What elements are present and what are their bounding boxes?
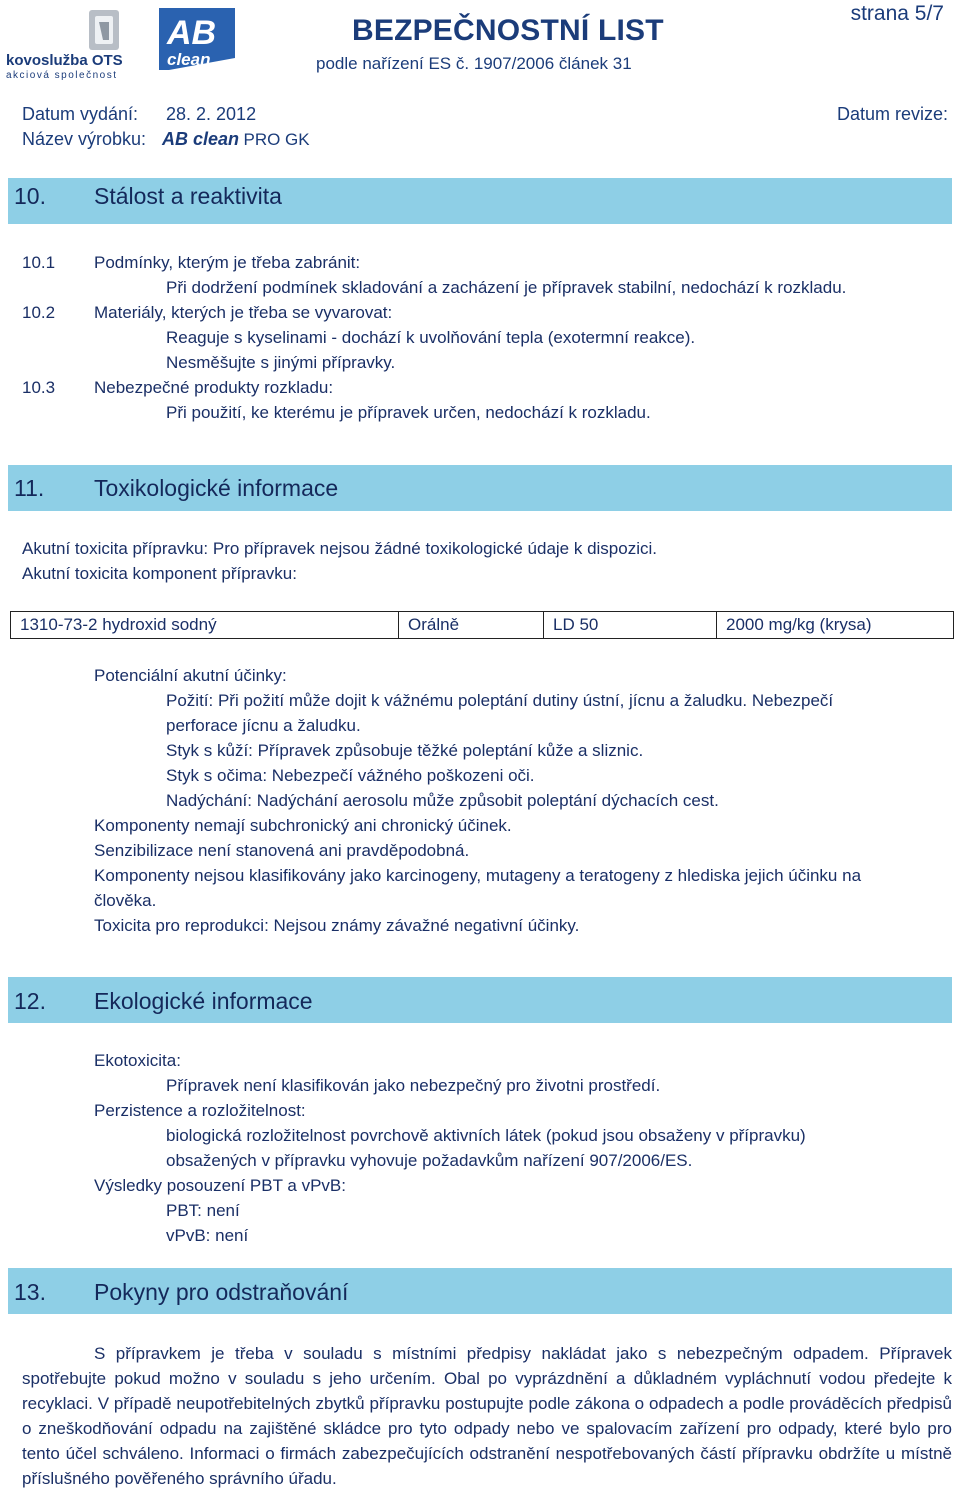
effect-line: Styk s očima: Nebezpečí vážného poškozeni oči. — [166, 766, 535, 785]
pbt-value: PBT: není — [166, 1201, 240, 1220]
disposal-text: S přípravkem je třeba v souladu s místními předpisy nakládat jako s nebezpečným odpadem. Přípravek spotřebujte pokud možno v souladu s jeho určením. Obal po vyprázdnění a důkladném vypláchnutí vodou předejte k recyklaci. V případě neupotřebitelných zbytků přípravku postupujte podle zákona o odpadech a podle prováděcích předpisů o zneškodňování odpadu na zajištěné skládce pro tyto odpady nebo ve spalovacím zařízení pro odpady, které bylo pro tento účel schváleno. Informaci o firmách zabezpečujících odstranění nespotřebovaných částí přípravku obdržíte u místně příslušného pověřeného správního úřadu. — [22, 1344, 952, 1488]
vpvb-value: vPvB: není — [166, 1226, 249, 1245]
item-10-2-heading: Materiály, kterých je třeba se vyvarovat: — [94, 303, 393, 322]
company-tagline: akciová společnost — [6, 70, 118, 80]
company-logo — [5, 6, 137, 80]
persistence-text: obsažených v přípravku vyhovuje požadavkům nařízení 907/2006/ES. — [166, 1151, 693, 1170]
persistence-text: biologická rozložitelnost povrchově aktivních látek (pokud jsou obsaženy v přípravku) — [166, 1126, 806, 1145]
issue-date-label: Datum vydání: — [22, 104, 139, 124]
table-cell-test: LD 50 — [544, 612, 717, 638]
pbt-heading: Výsledky posouzení PBT a vPvB: — [94, 1176, 346, 1195]
effect-line: Požití: Při požití může dojit k vážnému poleptání dutiny ústní, jícnu a žaludku. Nebezpečí — [166, 691, 834, 710]
effect-line: Nadýchání: Nadýchání aerosolu může způsobit poleptání dýchacích cest. — [166, 791, 719, 810]
item-10-1-number: 10.1 — [22, 253, 56, 272]
item-10-3-number: 10.3 — [22, 378, 56, 397]
effect-line: Styk s kůží: Přípravek způsobuje těžké poleptání kůže a sliznic. — [166, 741, 644, 760]
table-cell-route: Orálně — [399, 612, 544, 638]
item-10-1-text: Při dodržení podmínek skladování a zacházení je přípravek stabilní, nedochází k rozkladu. — [166, 278, 847, 297]
section-11-number: 11. — [14, 475, 45, 501]
ecotoxicity-heading: Ekotoxicita: — [94, 1051, 181, 1070]
table-cell-substance: 1310-73-2 hydroxid sodný — [11, 612, 399, 638]
section-10-title: Stálost a reaktivita — [94, 183, 282, 209]
document-title: BEZPEČNOSTNÍ LIST — [352, 14, 664, 47]
page-number: strana 5/7 — [850, 2, 944, 25]
revision-date-label: Datum revize: — [836, 104, 948, 124]
section-13-title: Pokyny pro odstraňování — [94, 1279, 349, 1305]
section-13-number: 13. — [14, 1279, 46, 1305]
table-cell-value: 2000 mg/kg (krysa) — [726, 615, 872, 634]
item-10-2-text: Reaguje s kyselinami - dochází k uvolňování tepla (exotermní reakce). — [166, 328, 696, 347]
brand-logo-top: AB — [167, 14, 217, 52]
product-name — [162, 129, 310, 150]
item-10-2-number: 10.2 — [22, 303, 56, 322]
toxicity-note: Toxicita pro reprodukci: Nejsou známy závažné negativní účinky. — [94, 916, 580, 935]
item-10-3-heading: Nebezpečné produkty rozkladu: — [94, 378, 334, 397]
effect-line: perforace jícnu a žaludku. — [166, 716, 361, 735]
toxicity-note: člověka. — [94, 891, 157, 910]
section-11-title: Toxikologické informace — [94, 475, 339, 501]
product-name-label: Název výrobku: — [22, 129, 147, 149]
acute-toxicity-components: Akutní toxicita komponent přípravku: — [22, 564, 297, 583]
product-brand: AB clean — [162, 129, 240, 149]
effects-heading: Potenciální akutní účinky: — [94, 666, 287, 685]
section-10-number: 10. — [14, 183, 46, 209]
document-subtitle: podle nařízení ES č. 1907/2006 článek 31 — [316, 54, 632, 73]
item-10-1-heading: Podmínky, kterým je třeba zabránit: — [94, 253, 361, 272]
toxicity-note: Komponenty nemají subchronický ani chronický účinek. — [94, 816, 512, 835]
product-variant: PRO GK — [243, 130, 310, 149]
toxicity-table — [10, 611, 954, 639]
ecotoxicity-text: Přípravek není klasifikován jako nebezpečný pro životni prostředí. — [166, 1076, 661, 1095]
issue-date-value: 28. 2. 2012 — [166, 104, 257, 124]
toxicity-note: Komponenty nejsou klasifikovány jako karcinogeny, mutageny a teratogeny z hlediska jejich účinku na — [94, 866, 862, 885]
section-12-number: 12. — [14, 988, 46, 1014]
brand-logo-bottom: clean — [167, 50, 211, 69]
toxicity-note: Senzibilizace není stanovená ani pravděpodobná. — [94, 841, 470, 860]
brand-logo — [155, 6, 237, 72]
item-10-2-text: Nesměšujte s jinými přípravky. — [166, 353, 396, 372]
persistence-heading: Perzistence a rozložitelnost: — [94, 1101, 306, 1120]
section-12-title: Ekologické informace — [94, 988, 313, 1014]
acute-toxicity-mixture: Akutní toxicita přípravku: Pro přípravek nejsou žádné toxikologické údaje k dispozici. — [22, 539, 657, 558]
company-name: kovoslužba OTS — [6, 52, 123, 69]
item-10-3-text: Při použití, ke kterému je přípravek určen, nedochází k rozkladu. — [166, 403, 651, 422]
